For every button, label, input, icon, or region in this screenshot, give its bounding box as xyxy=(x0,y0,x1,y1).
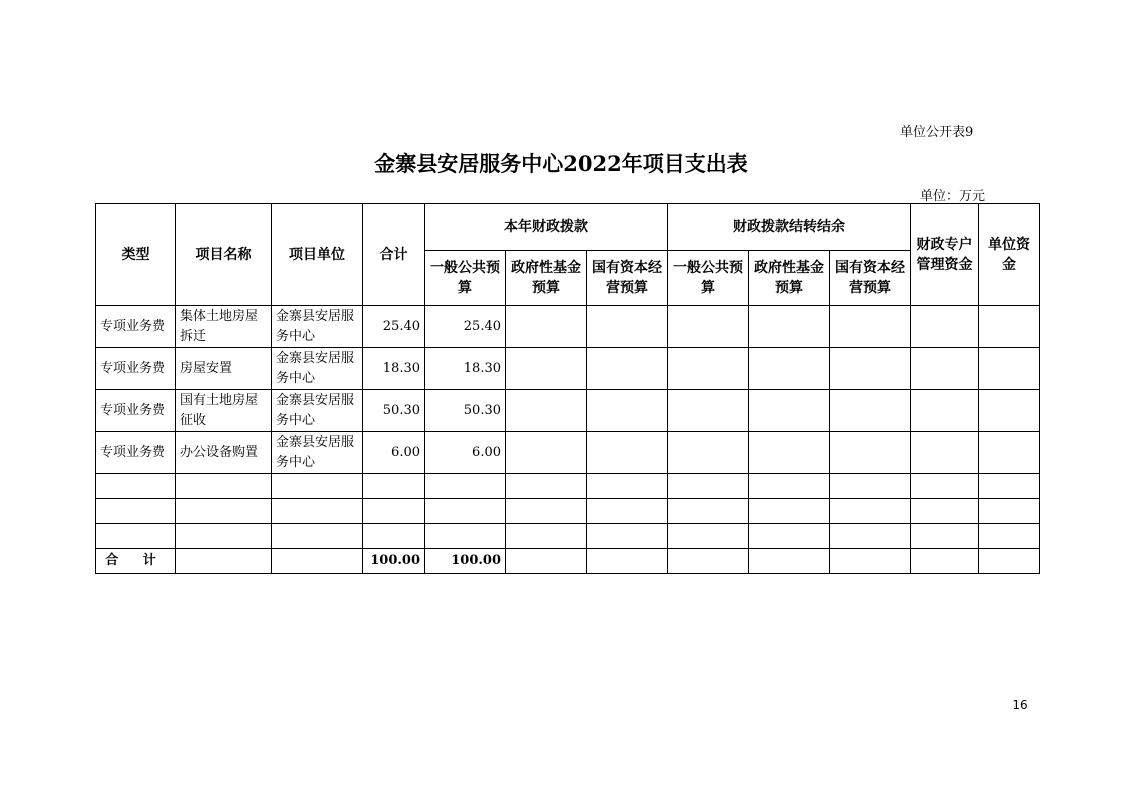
page-title: 金寨县安居服务中心2022年项目支出表 xyxy=(374,151,748,176)
total-row xyxy=(96,549,1040,574)
cell-project-unit: 金寨县安居服务中心 xyxy=(272,390,363,432)
cell-type: 专项业务费 xyxy=(96,432,176,474)
cell-total: 18.30 xyxy=(363,348,425,390)
cell-project-unit: 金寨县安居服务中心 xyxy=(272,306,363,348)
cell-general-public-budget: 6.00 xyxy=(425,432,506,474)
cell-general-public-budget: 18.30 xyxy=(425,348,506,390)
total-label: 合 计 xyxy=(96,549,176,574)
cell-type: 专项业务费 xyxy=(96,306,176,348)
header-carryover-government-fund-budget: 政府性基金预算 xyxy=(749,251,830,306)
cell-total: 25.40 xyxy=(363,306,425,348)
header-type: 类型 xyxy=(96,204,176,306)
project-expenditure-table xyxy=(95,203,1040,574)
table-row xyxy=(96,306,1040,348)
cell-total: 50.30 xyxy=(363,390,425,432)
table-row xyxy=(96,390,1040,432)
empty-row xyxy=(96,524,1040,549)
header-carryover-general-public-budget: 一般公共预算 xyxy=(668,251,749,306)
cell-general-public-budget: 25.40 xyxy=(425,306,506,348)
cell-total: 6.00 xyxy=(363,432,425,474)
unit-label: 单位：万元 xyxy=(920,189,986,204)
header-current-year-appropriation: 本年财政拨款 xyxy=(425,204,668,251)
table-row xyxy=(96,348,1040,390)
empty-row xyxy=(96,474,1040,499)
cell-project-unit: 金寨县安居服务中心 xyxy=(272,432,363,474)
total-sum: 100.00 xyxy=(363,549,425,574)
header-project-unit: 项目单位 xyxy=(272,204,363,306)
header-government-fund-budget: 政府性基金预算 xyxy=(506,251,587,306)
cell-project-name: 房屋安置 xyxy=(176,348,272,390)
header-project-name: 项目名称 xyxy=(176,204,272,306)
header-unit-funds: 单位资金 xyxy=(979,204,1040,306)
cell-type: 专项业务费 xyxy=(96,348,176,390)
total-general-public-budget: 100.00 xyxy=(425,549,506,574)
header-carryover-state-capital-budget: 国有资本经营预算 xyxy=(830,251,911,306)
header-general-public-budget: 一般公共预算 xyxy=(425,251,506,306)
cell-project-unit: 金寨县安居服务中心 xyxy=(272,348,363,390)
header-special-account-funds: 财政专户管理资金 xyxy=(911,204,979,306)
empty-row xyxy=(96,499,1040,524)
cell-project-name: 集体土地房屋拆迁 xyxy=(176,306,272,348)
cell-type: 专项业务费 xyxy=(96,390,176,432)
header-row-top xyxy=(96,204,1040,251)
cell-project-name: 办公设备购置 xyxy=(176,432,272,474)
cell-general-public-budget: 50.30 xyxy=(425,390,506,432)
header-state-capital-budget: 国有资本经营预算 xyxy=(587,251,668,306)
page-number: 16 xyxy=(1012,698,1028,712)
table-row xyxy=(96,432,1040,474)
form-number: 单位公开表9 xyxy=(900,125,974,140)
header-total: 合计 xyxy=(363,204,425,306)
cell-project-name: 国有土地房屋征收 xyxy=(176,390,272,432)
header-carryover-appropriation: 财政拨款结转结余 xyxy=(668,204,911,251)
